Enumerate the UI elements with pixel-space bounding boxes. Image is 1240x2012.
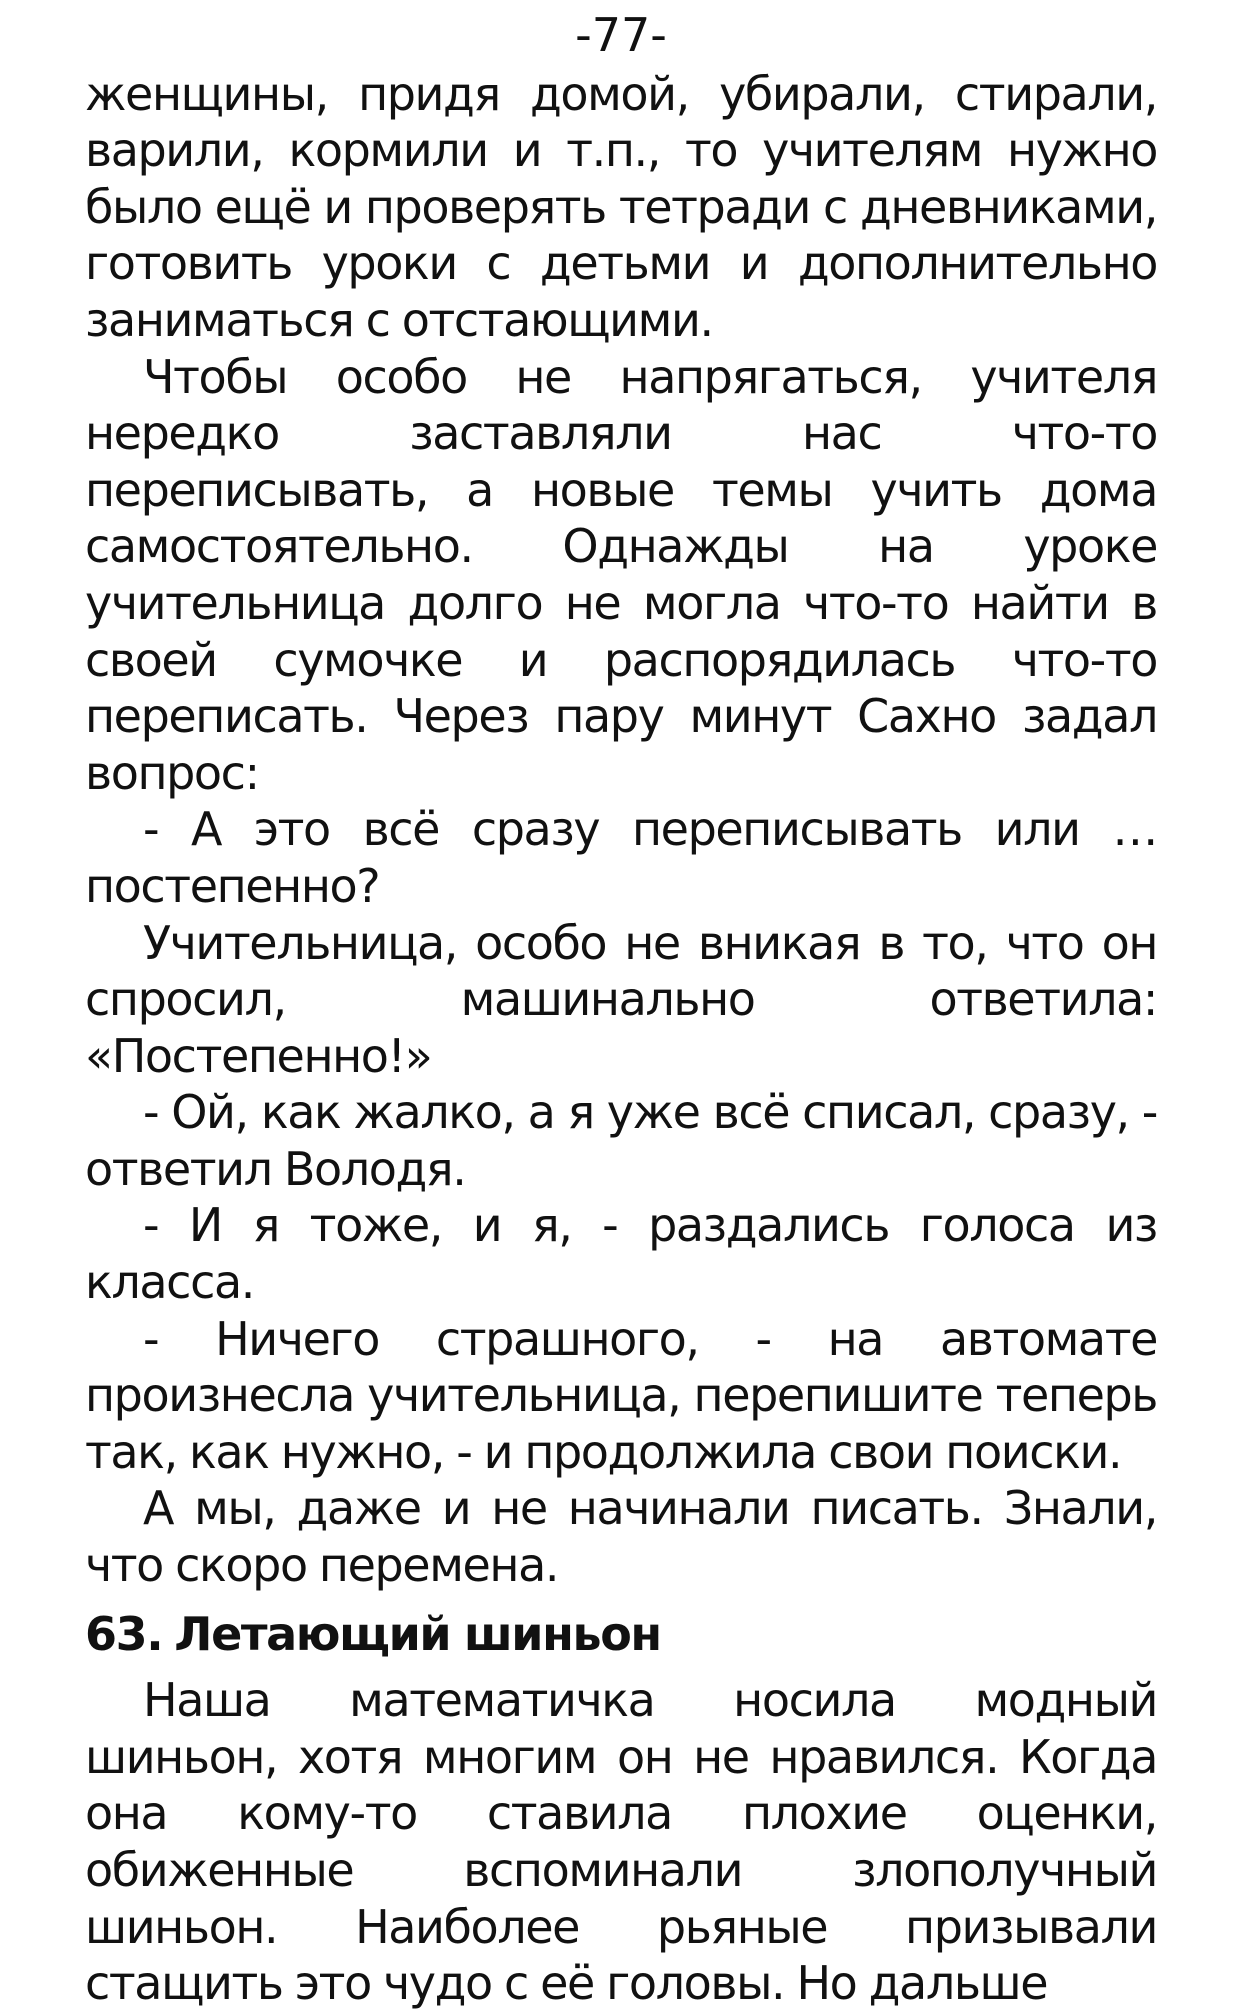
paragraph: Чтобы особо не напрягаться, учителя нередко заставляли нас что-то переписывать, а новые темы учить дома самостоятельно. Однажды на уроке учительница долго не могла что-то найти в своей сумочке и распорядилась что-то переписать. Через пару минут Сахно задал вопрос: bbox=[85, 349, 1157, 800]
paragraph: А мы, даже и не начинали писать. Знали, что скоро перемена. bbox=[85, 1481, 1157, 1593]
dialogue-line: - Ничего страшного, - на автомате произнесла учительница, перепишите теперь так, как нужно, - и продолжила свои поиски. bbox=[85, 1311, 1157, 1479]
paragraph: Учительница, особо не вникая в то, что он спросил, машинально ответила: «Постепенно!» bbox=[85, 915, 1157, 1083]
section-title: Летающий шиньон bbox=[174, 1606, 661, 1661]
dialogue-line: - А это всё сразу переписывать или … постепенно? bbox=[85, 802, 1157, 913]
section-number: 63. bbox=[85, 1606, 163, 1661]
dialogue-line: - Ой, как жалко, а я уже всё списал, сразу, - ответил Володя. bbox=[85, 1085, 1157, 1196]
section-heading bbox=[85, 1606, 1157, 1663]
page-number: -77- bbox=[575, 8, 667, 62]
section-paragraph: Наша математичка носила модный шиньон, хотя многим он не нравился. Когда она кому-то ставила плохие оценки, обиженные вспоминали злополучный шиньон. Наиболее рьяные призывали стащить это чудо с её головы. Но дальше bbox=[85, 1673, 1157, 2011]
dialogue-line: - И я тоже, и я, - раздались голоса из класса. bbox=[85, 1198, 1157, 1310]
paragraph-continued: женщины, придя домой, убирали, стирали, варили, кормили и т.п., то учителям нужно было ещё и проверять тетради с дневниками, готовить уроки с детьми и дополнительно заниматься с отстающими. bbox=[85, 66, 1157, 347]
book-page bbox=[85, 0, 1157, 2012]
